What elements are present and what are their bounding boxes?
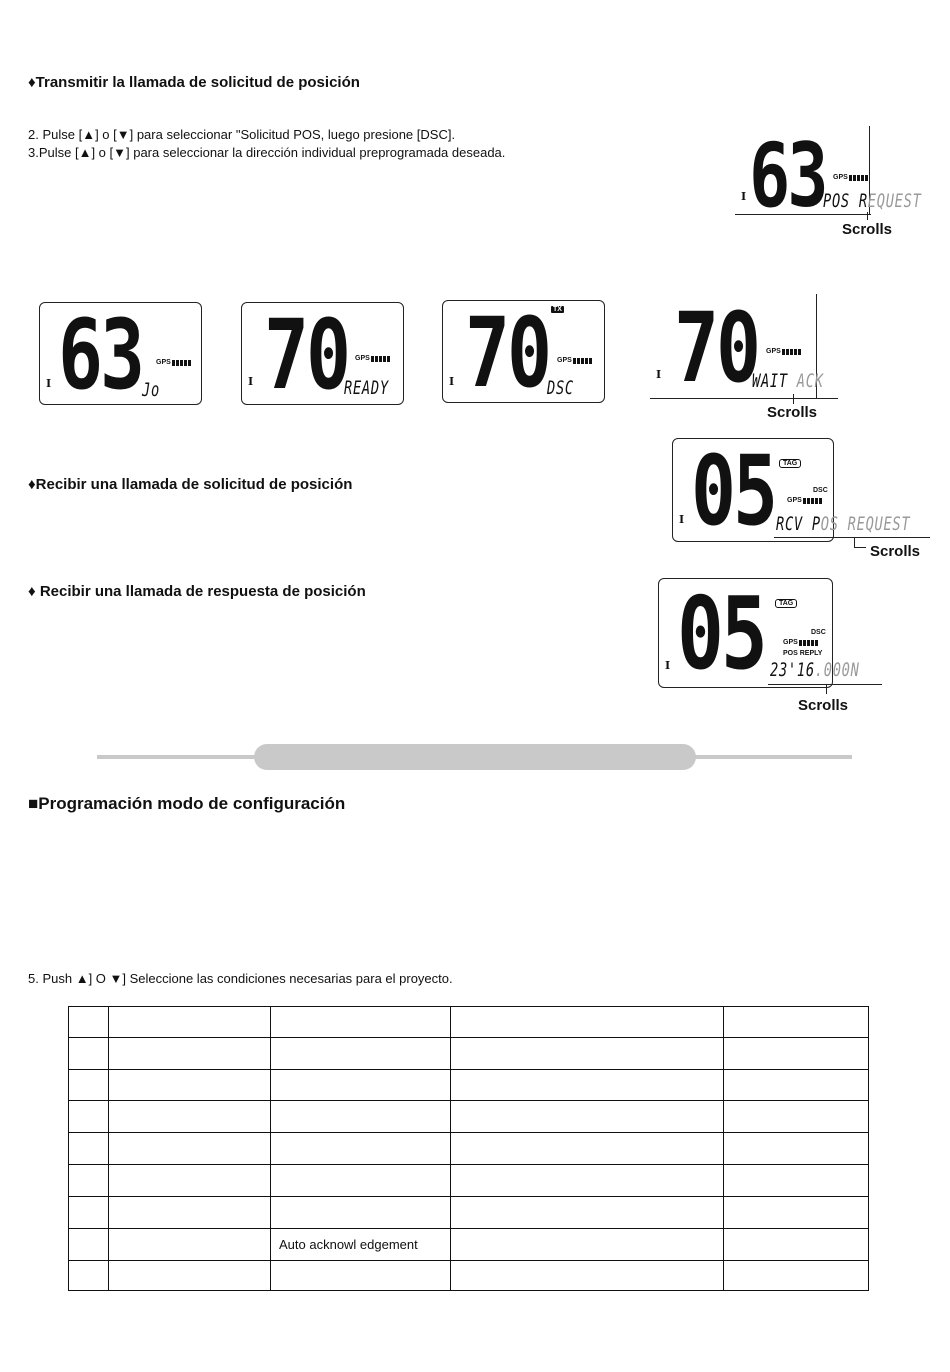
- signal-bar-icon: [383, 356, 386, 362]
- signal-bar-icon: [585, 358, 588, 364]
- gps-label: GPS: [557, 357, 572, 364]
- i-mark: I: [679, 513, 685, 526]
- lcd-text: WAIT ACK: [752, 370, 824, 392]
- signal-bar-icon: [577, 358, 580, 364]
- table-cell: Auto acknowl edgement: [271, 1229, 451, 1261]
- gps-indicator: [787, 497, 822, 504]
- signal-bar-icon: [184, 360, 187, 366]
- channel-digits: 05: [677, 575, 765, 692]
- lcd-ready: [241, 299, 404, 411]
- table-cell: [451, 1229, 724, 1261]
- signal-bar-icon: [589, 358, 592, 364]
- table-cell: [271, 1197, 451, 1229]
- lcd-underline: [774, 537, 930, 538]
- table-cell: [724, 1101, 869, 1133]
- table-cell: [69, 1007, 109, 1038]
- config-heading: ■Programación modo de configuración: [28, 794, 346, 813]
- receive-request-heading: ♦Recibir una llamada de solicitud de posición: [28, 476, 353, 493]
- table-cell: [451, 1070, 724, 1101]
- table-cell: [724, 1229, 869, 1261]
- signal-bar-icon: [786, 349, 789, 355]
- gps-indicator: [557, 357, 592, 364]
- tag-indicator: TAG: [775, 599, 797, 608]
- signal-bar-icon: [581, 358, 584, 364]
- table-cell: [451, 1197, 724, 1229]
- table-row: [69, 1101, 869, 1133]
- table-cell: [451, 1261, 724, 1291]
- lcd-underline: [768, 684, 882, 685]
- table-cell: [271, 1133, 451, 1165]
- lcd-wait-ack: [650, 292, 840, 404]
- gps-label: GPS: [833, 174, 848, 181]
- table-cell: [271, 1038, 451, 1070]
- divider-pill: [254, 744, 696, 770]
- signal-bar-icon: [807, 498, 810, 504]
- signal-bar-icon: [798, 349, 801, 355]
- table-cell: [271, 1007, 451, 1038]
- table-row: [69, 1133, 869, 1165]
- gps-label: GPS: [766, 348, 781, 355]
- table-row: [69, 1229, 869, 1261]
- signal-bar-icon: [379, 356, 382, 362]
- signal-bar-icon: [172, 360, 175, 366]
- i-mark: I: [248, 375, 254, 388]
- table-cell: [69, 1133, 109, 1165]
- channel-digits: 63: [58, 299, 142, 411]
- lcd-text: READY: [344, 377, 389, 399]
- scrolls-pointer: [854, 537, 855, 547]
- signal-bar-icon: [849, 175, 852, 181]
- dsc-indicator: DSC: [813, 487, 828, 494]
- signal-bar-icon: [865, 175, 868, 181]
- lcd-text: Jo: [142, 379, 160, 401]
- table-cell: [724, 1133, 869, 1165]
- i-mark: I: [46, 377, 52, 390]
- channel-digits: 70: [674, 292, 758, 404]
- signal-bar-icon: [371, 356, 374, 362]
- table-cell: [109, 1165, 271, 1197]
- gps-label: GPS: [355, 355, 370, 362]
- lcd-text: RCV POS REQUEST: [776, 513, 911, 535]
- table-cell: [271, 1070, 451, 1101]
- gps-label: GPS: [787, 497, 802, 504]
- i-mark: I: [449, 375, 455, 388]
- gps-indicator: [355, 355, 390, 362]
- lcd-pos-request: [735, 124, 922, 227]
- tx-indicator: TX: [553, 306, 562, 313]
- lcd-text: POS REQUEST: [823, 190, 922, 212]
- table-row: [69, 1197, 869, 1229]
- table-cell: [69, 1101, 109, 1133]
- scrolls-pointer: [793, 394, 794, 404]
- table-row: [69, 1261, 869, 1291]
- table-cell: [69, 1261, 109, 1291]
- scrolls-label: Scrolls: [842, 221, 893, 238]
- table-cell: [109, 1038, 271, 1070]
- table-cell: [724, 1165, 869, 1197]
- table-row: [69, 1038, 869, 1070]
- lcd-text: DSC: [547, 377, 574, 399]
- signal-bar-icon: [180, 360, 183, 366]
- table-cell: [271, 1101, 451, 1133]
- i-mark: I: [665, 659, 671, 672]
- table-cell: [69, 1165, 109, 1197]
- signal-bar-icon: [815, 640, 818, 646]
- scrolls-pointer: [867, 212, 868, 220]
- table-cell: [724, 1007, 869, 1038]
- signal-bar-icon: [803, 498, 806, 504]
- table-cell: [109, 1007, 271, 1038]
- signal-bar-icon: [819, 498, 822, 504]
- gps-indicator: [783, 639, 818, 646]
- table-cell: [451, 1133, 724, 1165]
- table-cell: [271, 1261, 451, 1291]
- channel-digits: 70: [264, 299, 348, 411]
- table-cell: [724, 1197, 869, 1229]
- table-cell: [451, 1165, 724, 1197]
- signal-bar-icon: [815, 498, 818, 504]
- table-row: [69, 1007, 869, 1038]
- signal-bar-icon: [799, 640, 802, 646]
- lcd-text: 23'16.000N: [770, 659, 860, 681]
- scrolls-label: Scrolls: [798, 697, 849, 714]
- table-cell: [724, 1038, 869, 1070]
- table-cell: [109, 1101, 271, 1133]
- channel-digits: 05: [691, 435, 775, 547]
- gps-indicator: [156, 359, 191, 366]
- gps-indicator: [833, 174, 868, 181]
- dsc-indicator: DSC: [811, 629, 826, 636]
- signal-bar-icon: [853, 175, 856, 181]
- channel-digits: 63: [749, 124, 826, 227]
- table-cell: [109, 1261, 271, 1291]
- scrolls-pointer: [826, 684, 827, 694]
- table-cell: [109, 1229, 271, 1261]
- table-row: [69, 1070, 869, 1101]
- i-mark: I: [656, 368, 662, 381]
- signal-bar-icon: [807, 640, 810, 646]
- lcd-dsc: [442, 297, 605, 409]
- signal-bar-icon: [790, 349, 793, 355]
- table-cell: [109, 1197, 271, 1229]
- table-row: [69, 1165, 869, 1197]
- receive-reply-heading: ♦ Recibir una llamada de respuesta de posición: [28, 583, 366, 600]
- pos-reply-indicator: POS REPLY: [783, 650, 823, 657]
- scrolls-label: Scrolls: [767, 404, 818, 421]
- signal-bar-icon: [188, 360, 191, 366]
- config-table: [68, 1006, 869, 1291]
- scrolls-label: Scrolls: [870, 543, 921, 560]
- gps-label: GPS: [156, 359, 171, 366]
- table-cell: [724, 1261, 869, 1291]
- step-2: 2. Pulse [▲] o [▼] para seleccionar "Solicitud POS, luego presione [DSC].: [28, 127, 456, 142]
- step-3: 3.Pulse [▲] o [▼] para seleccionar la dirección individual preprogramada deseada.: [28, 145, 506, 160]
- table-cell: [109, 1070, 271, 1101]
- signal-bar-icon: [803, 640, 806, 646]
- signal-bar-icon: [176, 360, 179, 366]
- table-cell: [69, 1197, 109, 1229]
- transmit-heading: ♦Transmitir la llamada de solicitud de posición: [28, 74, 360, 91]
- signal-bar-icon: [375, 356, 378, 362]
- table-cell: [69, 1070, 109, 1101]
- table-cell: [109, 1133, 271, 1165]
- table-cell: [724, 1070, 869, 1101]
- table-cell: [69, 1038, 109, 1070]
- gps-indicator: [766, 348, 801, 355]
- gps-label: GPS: [783, 639, 798, 646]
- table-cell: [271, 1165, 451, 1197]
- table-cell: [451, 1038, 724, 1070]
- lcd-channel-63: [39, 299, 202, 411]
- table-cell: [451, 1007, 724, 1038]
- signal-bar-icon: [857, 175, 860, 181]
- tag-indicator: TAG: [779, 459, 801, 468]
- signal-bar-icon: [861, 175, 864, 181]
- table-cell: [451, 1101, 724, 1133]
- signal-bar-icon: [782, 349, 785, 355]
- scrolls-pointer: [854, 547, 866, 548]
- i-mark: I: [741, 190, 747, 203]
- step-5: 5. Push ▲] O ▼] Seleccione las condiciones necesarias para el proyecto.: [28, 971, 453, 986]
- signal-bar-icon: [387, 356, 390, 362]
- signal-bar-icon: [811, 640, 814, 646]
- signal-bar-icon: [794, 349, 797, 355]
- table-cell: [69, 1229, 109, 1261]
- signal-bar-icon: [811, 498, 814, 504]
- signal-bar-icon: [573, 358, 576, 364]
- channel-digits: 70: [465, 297, 549, 409]
